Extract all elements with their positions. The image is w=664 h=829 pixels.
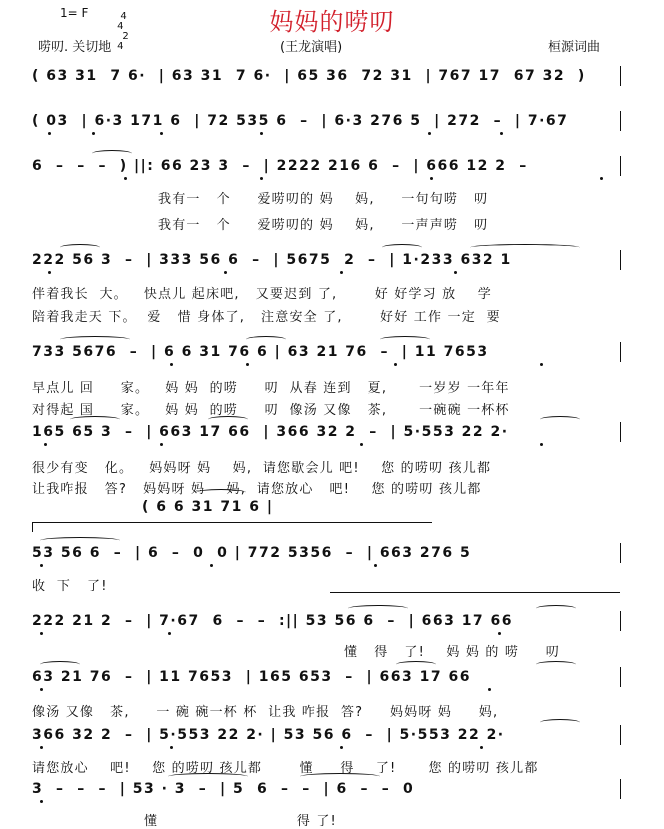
slur — [40, 537, 120, 544]
slur — [60, 244, 100, 251]
composer-credit: 桓源词曲 — [548, 40, 601, 55]
octave-dot — [160, 443, 163, 446]
time-signature-a: 4 4 — [117, 11, 127, 32]
octave-dot — [540, 363, 543, 366]
octave-dot — [44, 443, 47, 446]
slur — [348, 605, 408, 612]
notation-line: ( 03 | 6·3 171 6 | 72 535 6 – | 6·3 276 5 | 272 – | 7·67 — [32, 113, 569, 129]
octave-dot — [210, 564, 213, 567]
octave-dot — [488, 688, 491, 691]
octave-dot — [500, 132, 503, 135]
lyric-line: 请您放心 吧! 您 的唠叨 孩儿都 懂 得 了! 您 的唠叨 孩儿都 — [32, 761, 539, 776]
slur — [396, 661, 436, 668]
octave-dot — [246, 363, 249, 366]
slur — [470, 244, 580, 251]
notation-line: 6 – – – ) ||: 66 23 3 – | 2222 216 6 – | 666 12 2 – — [32, 158, 528, 174]
octave-dot — [40, 564, 43, 567]
lyric-line: 像汤 又像 茶, 一 碗 碗一杯 杯 让我 咋报 答? 妈妈呀 妈 妈, — [32, 705, 499, 720]
octave-dot — [224, 271, 227, 274]
octave-dot — [498, 632, 501, 635]
slur — [540, 719, 580, 726]
octave-dot — [394, 363, 397, 366]
lyric-line: 收 下 了! — [32, 579, 108, 594]
octave-dot — [480, 746, 483, 749]
slur — [40, 661, 80, 668]
octave-dot — [160, 132, 163, 135]
octave-dot — [360, 443, 363, 446]
barline — [620, 611, 621, 631]
octave-dot — [40, 800, 43, 803]
octave-dot — [124, 177, 127, 180]
notation-line: 53 56 6 – | 6 – 0 0 | 772 5356 – | 663 276 5 — [32, 545, 472, 561]
lyric-line: 对得起 国 家。 妈 妈 的唠 叨 像汤 又像 茶, 一碗碗 一杯杯 — [32, 403, 510, 418]
volta-bracket-end — [32, 522, 33, 532]
notation-line: ( 6 6 31 71 6 | — [142, 499, 274, 515]
barline — [620, 342, 621, 362]
octave-dot — [92, 132, 95, 135]
lyric-line: 伴着我长 大。 快点儿 起床吧, 又要迟到 了, 好 好学习 放 学 — [32, 287, 492, 302]
barline — [620, 422, 621, 442]
lyric-line: 我有一 个 爱唠叨的 妈 妈, 一句句唠 叨 — [158, 192, 489, 207]
barline — [620, 111, 621, 131]
octave-dot — [600, 177, 603, 180]
octave-dot — [40, 632, 43, 635]
notation-line: ( 63 31 7 6· | 63 31 7 6· | 65 36 72 31 | 767 17 67 32 ) — [32, 68, 586, 84]
time-signature — [112, 2, 129, 52]
slur — [246, 336, 286, 343]
lyric-line: 陪着我走天 下。 爱 惜 身体了, 注意安全 了, 好好 工作 一定 要 — [32, 310, 501, 325]
octave-dot — [428, 132, 431, 135]
slur — [540, 416, 580, 423]
octave-dot — [168, 632, 171, 635]
notation-line: 366 32 2 – | 5·553 22 2· | 53 56 6 – | 5·553 22 2· — [32, 727, 505, 743]
octave-dot — [340, 271, 343, 274]
notation-line: 63 21 76 – | 11 7653 | 165 653 – | 663 17 66 — [32, 669, 471, 685]
time-signature-b: 2 4 — [117, 31, 129, 52]
slur — [300, 773, 380, 780]
lyric-line: 很少有变 化。 妈妈呀 妈 妈, 请您歇会儿 吧! 您 的唠叨 孩儿都 — [32, 461, 492, 476]
slur — [70, 416, 120, 423]
octave-dot — [170, 746, 173, 749]
notation-line: 222 21 2 – | 7·67 6 – – :|| 53 56 6 – | 663 17 66 — [32, 613, 514, 629]
slur — [92, 150, 132, 157]
slur — [168, 773, 248, 780]
octave-dot — [48, 271, 51, 274]
barline — [620, 725, 621, 745]
barline — [620, 156, 621, 176]
notation-line: 165 65 3 – | 663 17 66 | 366 32 2 – | 5·553 22 2· — [32, 424, 509, 440]
barline — [620, 779, 621, 799]
slur — [536, 661, 576, 668]
singer-credit: (王龙演唱) — [280, 40, 343, 55]
volta-bracket — [330, 592, 620, 593]
key-signature: 1= F — [60, 6, 89, 20]
octave-dot — [374, 564, 377, 567]
octave-dot — [540, 443, 543, 446]
barline — [620, 667, 621, 687]
octave-dot — [40, 746, 43, 749]
slur — [208, 416, 248, 423]
performance-direction: 唠叨. 关切地 — [38, 40, 112, 55]
lyric-line: 我有一 个 爱唠叨的 妈 妈, 一声声唠 叨 — [158, 218, 489, 233]
octave-dot — [430, 177, 433, 180]
song-title: 妈妈的唠叨 — [269, 8, 395, 36]
lyric-line: 让我咋报 答? 妈妈呀 妈 妈, 请您放心 吧! 您 的唠叨 孩儿都 — [32, 482, 482, 497]
notation-line: 733 5676 – | 6 6 31 76 6 | 63 21 76 – | 11 7653 — [32, 344, 489, 360]
lyric-line: 懂 得 了! 妈 妈 的 唠 叨 — [344, 645, 560, 660]
notation-line: 222 56 3 – | 333 56 6 – | 5675 2 – | 1·233 632 1 — [32, 252, 512, 268]
slur — [196, 489, 246, 496]
lyric-line: 懂 得 了! — [32, 814, 337, 829]
barline — [620, 66, 621, 86]
slur — [536, 605, 576, 612]
slur — [380, 336, 430, 343]
octave-dot — [340, 746, 343, 749]
barline — [620, 250, 621, 270]
lyric-line: 早点儿 回 家。 妈 妈 的唠 叨 从春 连到 夏, 一岁岁 一年年 — [32, 381, 510, 396]
notation-line: 3 – – – | 53 · 3 – | 5 6 – – | 6 – – 0 — [32, 781, 415, 797]
barline — [620, 543, 621, 563]
slur — [60, 336, 130, 343]
volta-bracket — [32, 522, 432, 523]
octave-dot — [260, 132, 263, 135]
octave-dot — [454, 271, 457, 274]
slur — [382, 244, 422, 251]
octave-dot — [40, 688, 43, 691]
octave-dot — [260, 177, 263, 180]
octave-dot — [48, 132, 51, 135]
octave-dot — [170, 363, 173, 366]
